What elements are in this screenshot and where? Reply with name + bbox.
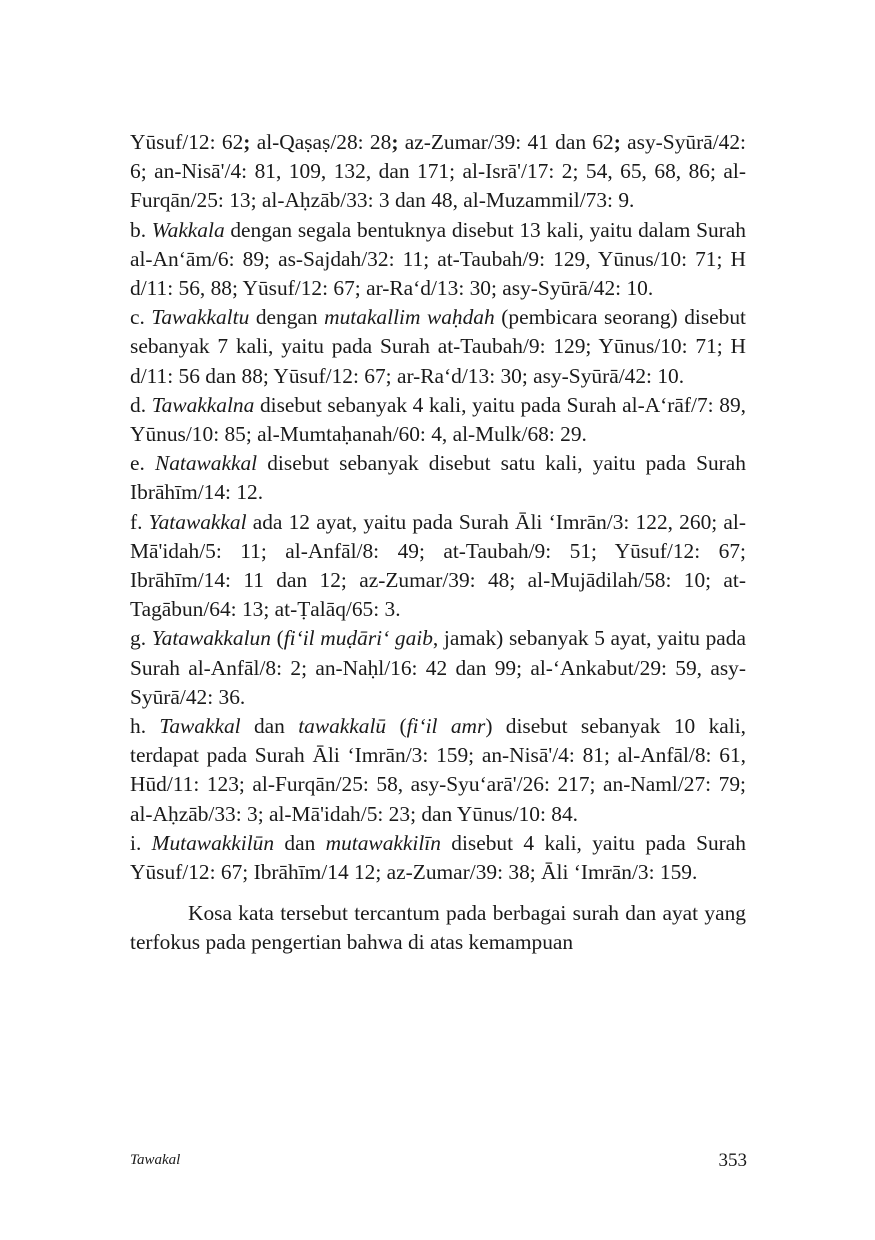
arabic-term: Yatawakkalun <box>151 626 271 651</box>
text-run: h. <box>130 714 160 739</box>
text-run: f. <box>130 509 149 534</box>
arabic-term: mutawakkilīn <box>325 830 441 855</box>
text-run: dengan <box>249 305 325 330</box>
text-run: , jamak) sebanyak 5 ayat, yaitu pada Surah al-Anfāl/8: 2; an-Naḥl/16: 42 dan 99; al-‘Ankabut/29: 59, asy-Syūrā/42: 36. <box>130 626 746 709</box>
page-number: 353 <box>718 1150 747 1171</box>
arabic-term: Natawakkal <box>154 451 258 476</box>
body-text <box>130 128 746 958</box>
arabic-term: Tawakkaltu <box>151 305 250 330</box>
text-run: dan <box>274 830 326 855</box>
arabic-term: Tawakkal <box>159 714 241 739</box>
text-run: e. <box>130 451 155 476</box>
text-run: i. <box>130 830 152 855</box>
verse-reference-paragraph <box>130 624 746 712</box>
arabic-term: Tawakkalna <box>151 392 255 417</box>
text-run: al-Qaṣaṣ/28: 28 <box>250 130 392 154</box>
text-run: dengan segala bentuknya disebut 13 kali, yaitu dalam Surah al-An‘ām/6: 89; as-Sajdah/32: 11; at-Taubah/9: 129, Yūnus/10: 71; H d/11: 56, 88; Yūsuf/12: 67; ar-Ra‘d/13: 30; asy-Syūrā/42: 10. <box>130 217 746 301</box>
text-run: (pembicara seorang) disebut sebanyak 7 kali, yaitu pada Surah at-Taubah/9: 129; Yūnus/10: 71; H d/11: 56 dan 88; Yūsuf/12: 67; ar-Ra‘d/13: 30; asy-Syūrā/42: 10. <box>130 305 746 388</box>
text-run: d. <box>130 392 152 417</box>
text-run: g. <box>130 626 152 651</box>
verse-reference-paragraph <box>130 829 746 887</box>
text-run: ) disebut sebanyak 10 kali, terdapat pada Surah Āli ‘Imrān/3: 159; an-Nisā'/4: 81; al-Anfāl/8: 61, Hūd/11: 123; al-Furqān/25: 58, asy-Syu‘arā'/26: 217; an-Naml/27: 79; al-Aḥzāb/33: 3; al-Mā'idah/5: 23; dan Yūnus/10: 84. <box>130 714 746 826</box>
verse-reference-paragraph <box>130 216 746 304</box>
bold-separator: ; <box>613 130 621 154</box>
text-run: dan <box>240 714 299 739</box>
text-run: disebut sebanyak 4 kali, yaitu pada Surah al-A‘rāf/7: 89, Yūnus/10: 85; al-Mumtaḥanah/60: 4, al-Mulk/68: 29. <box>130 392 746 447</box>
arabic-term: fi‘il amr <box>406 714 486 739</box>
bold-separator: ; <box>391 130 399 154</box>
verse-reference-paragraph <box>130 508 746 625</box>
arabic-term: tawakkalū <box>298 714 387 739</box>
text-run: disebut 4 kali, yaitu pada Surah Yūsuf/12: 67; Ibrāhīm/14 12; az-Zumar/39: 38; Āli ‘Imrān/3: 159. <box>130 830 746 885</box>
text-run: disebut sebanyak disebut satu kali, yaitu pada Surah Ibrāhīm/14: 12. <box>130 451 746 505</box>
running-footer-title: Tawakal <box>130 1152 181 1168</box>
text-run: ada 12 ayat, yaitu pada Surah Āli ‘Imrān/3: 122, 260; al-Mā'idah/5: 11; al-Anfāl/8: 49; at-Taubah/9: 51; Yūsuf/12: 67; Ibrāhīm/14: 11 dan 12; az-Zumar/39: 48; al-Mujādilah/58: 10; at-Tagābun/64: 13; at-Ṭalāq/65: 3. <box>130 509 746 622</box>
text-run: c. <box>130 305 152 330</box>
text-run: az-Zumar/39: 41 dan 62 <box>398 130 614 154</box>
verse-reference-paragraph <box>130 128 746 216</box>
arabic-term: Mutawakkilūn <box>151 830 275 855</box>
text-run: asy-Syūrā/42: 6; an-Nisā'/4: 81, 109, 132, dan 171; al-Isrā'/17: 2; 54, 65, 68, 86; al-Furqān/25: 13; al-Aḥzāb/33: 3 dan 48, al-Muzammil/73: 9. <box>130 130 746 213</box>
arabic-term: Yatawakkal <box>148 509 247 534</box>
arabic-term: Wakkala <box>151 217 225 242</box>
text-run: b. <box>130 217 152 242</box>
text-run: Yūsuf/12: 62 <box>130 130 244 154</box>
arabic-term: fi‘il muḍāri‘ gaib <box>283 626 433 651</box>
bold-separator: ; <box>243 130 251 154</box>
closing-paragraph: Kosa kata tersebut tercantum pada berbagai surah dan ayat yang terfokus pada pengertian bahwa di atas kemampuan <box>130 901 746 955</box>
verse-reference-paragraph <box>130 303 746 391</box>
verse-reference-paragraph <box>130 391 746 449</box>
text-run: ( <box>386 714 407 739</box>
text-run: ( <box>270 626 284 651</box>
verse-reference-paragraph <box>130 449 746 507</box>
verse-reference-paragraph <box>130 712 746 829</box>
arabic-term: mutakallim waḥdah <box>324 305 495 330</box>
